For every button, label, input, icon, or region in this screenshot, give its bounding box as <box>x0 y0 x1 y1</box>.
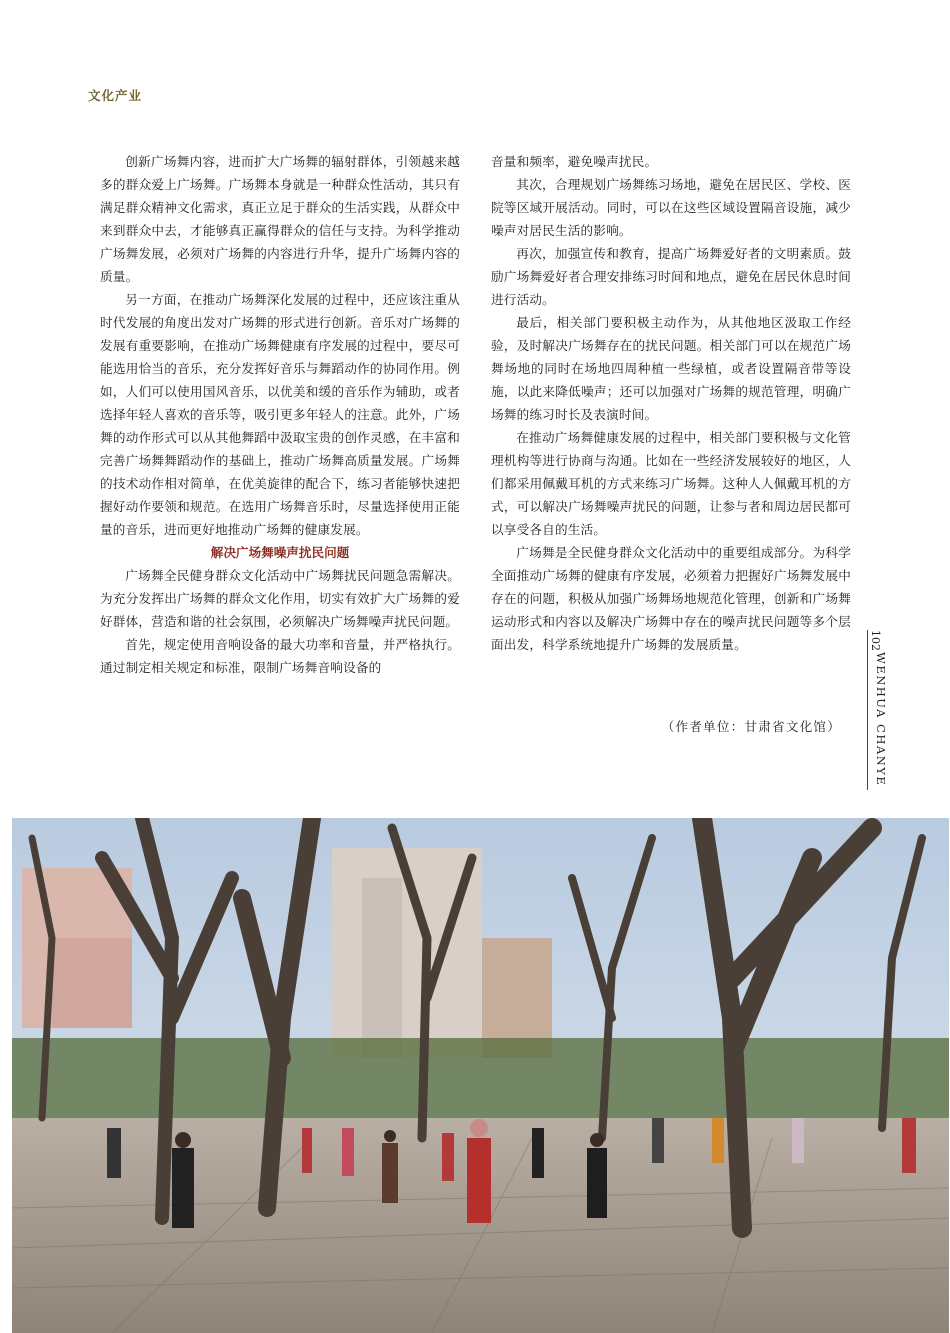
paragraph: 再次，加强宣传和教育，提高广场舞爱好者的文明素质。鼓励广场舞爱好者合理安排练习时间和地点，避免在居民休息时间进行活动。 <box>491 246 851 307</box>
magazine-title-vertical: WENHUA CHANYE <box>874 652 888 787</box>
paragraph: 最后，相关部门要积极主动作为，从其他地区汲取工作经验，及时解决广场舞存在的扰民问题。相关部门可以在规范广场舞场地的同时在场地四周种植一些绿植，或者设置隔音带等设施，以此来降低噪声；还可以加强对广场舞的规范管理，明确广场舞的练习时长及表演时间。 <box>491 315 851 422</box>
paragraph: 音量和频率，避免噪声扰民。 <box>491 154 658 169</box>
section-label: 文化产业 <box>88 88 143 103</box>
side-divider <box>867 630 868 790</box>
author-affiliation: （作者单位：甘肃省文化馆） <box>661 719 841 734</box>
page-number: 102 <box>869 630 882 651</box>
section-subheading: 解决广场舞噪声扰民问题 <box>210 545 350 560</box>
right-column <box>491 150 851 656</box>
paragraph: 首先，规定使用音响设备的最大功率和音量，并严格执行。通过制定相关规定和标准，限制广场舞音响设备的 <box>100 637 460 675</box>
paragraph: 创新广场舞内容，进而扩大广场舞的辐射群体，引领越来越多的群众爱上广场舞。广场舞本身就是一种群众性活动，其只有满足群众精神文化需求，真正立足于群众的生活实践，从群众中来到群众中去，才能够真正赢得群众的信任与支持。为科学推动广场舞发展，必须对广场舞的内容进行升华，提升广场舞内容的质量。 <box>100 154 460 284</box>
paragraph: 其次，合理规划广场舞练习场地，避免在居民区、学校、医院等区域开展活动。同时，可以在这些区域设置隔音设施，减少噪声对居民生活的影响。 <box>491 177 851 238</box>
left-column <box>100 150 460 679</box>
paragraph: 另一方面，在推动广场舞深化发展的过程中，还应该注重从时代发展的角度出发对广场舞的形式进行创新。音乐对广场舞的发展有重要影响，在推动广场舞健康有序发展的过程中，要尽可能选用恰当的音乐，充分发挥好音乐与舞蹈动作的协同作用。例如，人们可以使用国风音乐，以优美和缓的音乐作为辅助，或者选择年轻人喜欢的音乐等，吸引更多年轻人的注意。此外，广场舞的动作形式可以从其他舞蹈中汲取宝贵的创作灵感，在丰富和完善广场舞舞蹈动作的基础上，推动广场舞高质量发展。广场舞的技术动作相对简单，在优美旋律的配合下，练习者能够快速把握好动作要领和规范。在选用广场舞音乐时，尽量选择使用正能量的音乐，进而更好地推动广场舞的健康发展。 <box>100 292 460 537</box>
paragraph: 广场舞全民健身群众文化活动中广场舞扰民问题急需解决。为充分发挥出广场舞的群众文化作用，切实有效扩大广场舞的爱好群体，营造和谐的社会氛围，必须解决广场舞噪声扰民问题。 <box>100 568 460 629</box>
paragraph: 在推动广场舞健康发展的过程中，相关部门要积极与文化管理机构等进行协商与沟通。比如在一些经济发展较好的地区，人们都采用佩戴耳机的方式来练习广场舞。这种人人佩戴耳机的方式，可以解决广场舞噪声扰民的问题，让参与者和周边居民都可以享受各自的生活。 <box>491 430 851 537</box>
park-dancing-photo <box>12 818 949 1333</box>
paragraph: 广场舞是全民健身群众文化活动中的重要组成部分。为科学全面推动广场舞的健康有序发展，必须着力把握好广场舞发展中存在的问题，积极从加强广场舞场地规范化管理，创新和广场舞运动形式和内容以及解决广场舞中存在的噪声扰民问题等多个层面出发，科学系统地提升广场舞的发展质量。 <box>491 545 851 652</box>
